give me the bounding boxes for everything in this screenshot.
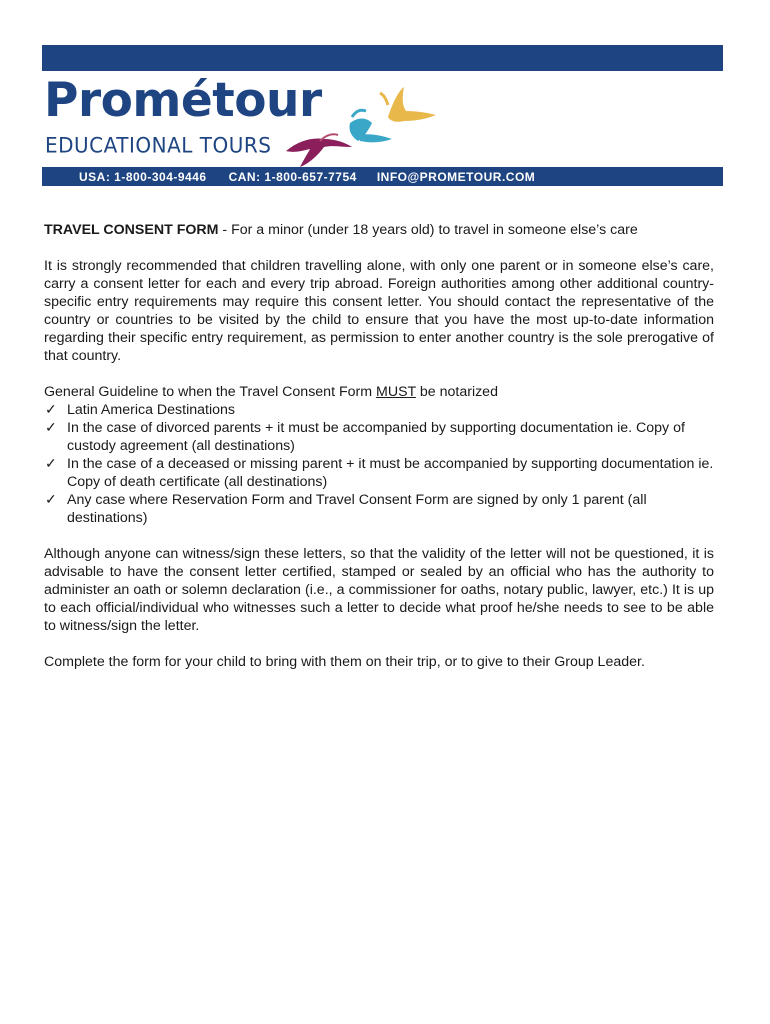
list-item xyxy=(44,419,714,455)
form-title-bold: TRAVEL CONSENT FORM xyxy=(44,222,219,238)
contact-email: INFO@PROMETOUR.COM xyxy=(376,169,536,184)
form-content xyxy=(44,221,714,671)
check-icon: ✓ xyxy=(45,492,57,508)
form-title-rest: - For a minor (under 18 years old) to travel in someone else’s care xyxy=(218,222,638,238)
guideline-heading-pre: General Guideline to when the Travel Consent Form xyxy=(44,384,376,400)
witness-paragraph: Although anyone can witness/sign these letters, so that the validity of the letter will not be questioned, it is advisable to have the consent letter certified, stamped or sealed by an official who has the authority to administer an oath or solemn declaration (i.e., a commissioner for oaths, notary public, lawyer, etc.) It is up to each official/individual who witnesses such a letter to decide what proof he/she needs to see to be able to witness/sign the letter. xyxy=(44,546,714,634)
guideline-text: Any case where Reservation Form and Travel Consent Form are signed by only 1 parent (all destinations) xyxy=(67,492,647,526)
contact-can-phone: CAN: 1-800-657-7754 xyxy=(228,169,357,184)
guideline-text: In the case of a deceased or missing parent + it must be accompanied by supporting documentation ie. Copy of death certificate (all destinations) xyxy=(67,456,714,490)
guideline-heading xyxy=(44,383,714,401)
form-title xyxy=(44,221,714,239)
list-item xyxy=(44,455,714,491)
list-item xyxy=(44,491,714,527)
brand-subtitle: EDUCATIONAL TOURS xyxy=(45,132,272,158)
closing-paragraph: Complete the form for your child to bring with them on their trip, or to give to their Group Leader. xyxy=(44,654,645,670)
intro-paragraph: It is strongly recommended that children travelling alone, with only one parent or in someone else’s care, carry a consent letter for each and every trip abroad. Foreign authorities among other additional country-specific entry requirements may require this consent letter. You should contact the representative of the country or countries to be visited by the child to ensure that you have the most up-to-date information regarding their specific entry requirement, as permission to enter another country is the sole prerogative of that country. xyxy=(44,258,714,364)
header-top-bar xyxy=(42,45,723,71)
list-item xyxy=(44,401,714,419)
guideline-list xyxy=(44,401,714,527)
check-icon: ✓ xyxy=(45,456,57,472)
letterhead xyxy=(42,45,723,186)
guideline-text: In the case of divorced parents + it must be accompanied by supporting documentation ie. Copy of custody agreement (all destinations) xyxy=(67,420,685,454)
contact-bar xyxy=(42,167,723,186)
guideline-heading-must: MUST xyxy=(376,384,416,400)
guideline-heading-post: be notarized xyxy=(415,384,498,400)
contact-usa-phone: USA: 1-800-304-9446 xyxy=(79,169,207,184)
check-icon: ✓ xyxy=(45,402,57,418)
brand-logo-text: Prométour xyxy=(44,73,322,128)
check-icon: ✓ xyxy=(45,420,57,436)
birds-logo-icon xyxy=(280,75,440,167)
guideline-text: Latin America Destinations xyxy=(67,402,235,418)
